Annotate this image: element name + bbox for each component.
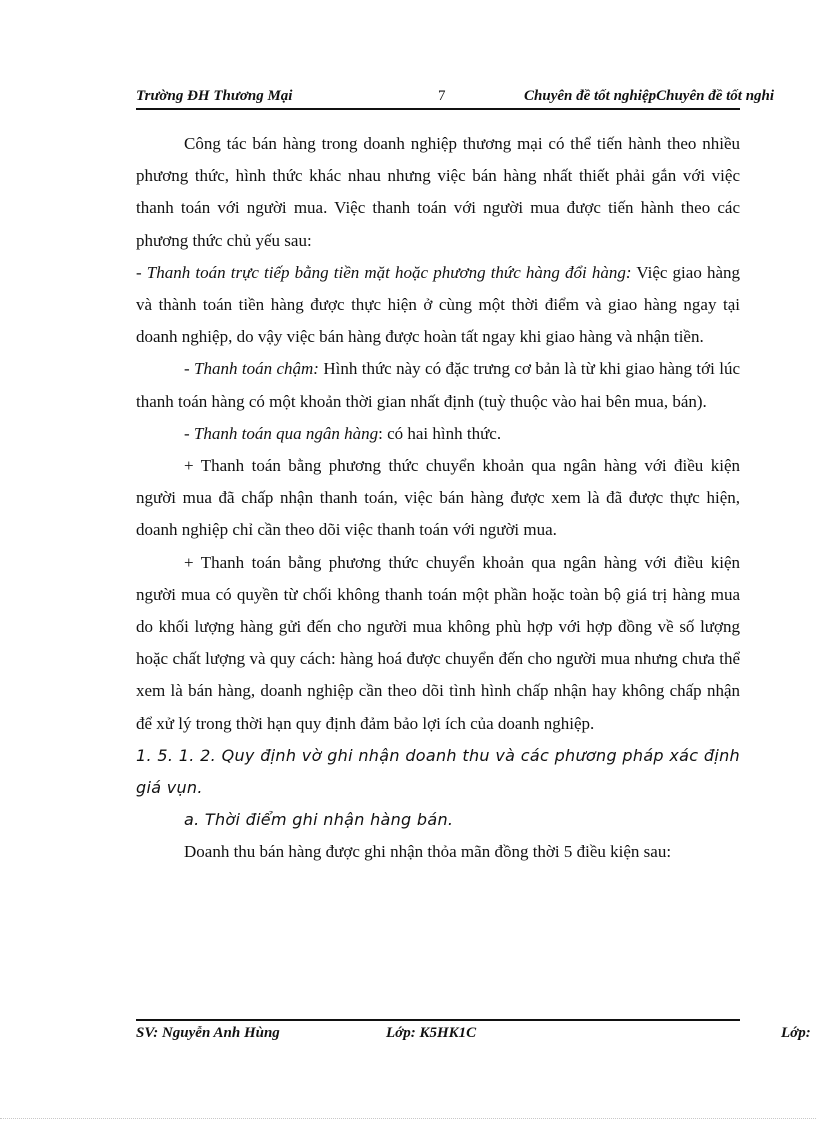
page-break-line (0, 1118, 816, 1119)
footer-rule (136, 1019, 740, 1021)
paragraph-revenue-conditions: Doanh thu bán hàng được ghi nhận thỏa mãn đồng thời 5 điều kiện sau: (184, 842, 672, 862)
page-header (136, 88, 816, 110)
footer-class-repeat: Lớp: (781, 1025, 811, 1041)
footer-class: Lớp: K5HK1C (386, 1025, 477, 1041)
direct-payment-text: Việc giao hàng và thành toán tiền hàng được thực hiện ở cùng một thời điểm và giao hàng ngay tại doanh nghiệp, do vậy việc bán hàng được hoàn tất ngay khi giao hàng và nhận tiền. (136, 262, 741, 347)
header-rule (136, 108, 740, 110)
paragraph-intro: Công tác bán hàng trong doanh nghiệp thương mại có thể tiến hành theo nhiều phương thức, hình thức khác nhau nhưng việc bán hàng nhất thiết phải gắn với việc thanh toán với người mua. Việc thanh toán với người mua được tiến hành theo các phương thức chủ yếu sau: (136, 134, 740, 250)
paragraph-deferred-payment (136, 353, 740, 417)
header-page-number: 7 (438, 88, 446, 104)
bank-payment-text: : có hai hình thức. (378, 423, 502, 443)
deferred-payment-label: - Thanh toán chậm: (184, 359, 319, 379)
subsection-heading: a. Thời điểm ghi nhận hàng bán. (184, 810, 454, 830)
page-footer (136, 1025, 816, 1047)
paragraph-direct-payment (136, 257, 740, 354)
section-heading: 1. 5. 1. 2. Quy định vờ ghi nhận doanh thu và các phương pháp xác định giá vụn. (136, 745, 740, 798)
document-body (136, 128, 740, 869)
header-doc-title: Chuyên đề tốt nghiệpChuyên đề tốt nghi (524, 88, 775, 104)
paragraph-bank-transfer-refusable: + Thanh toán bằng phương thức chuyển khoản qua ngân hàng với điều kiện người mua có quyền từ chối không thanh toán một phần hoặc toàn bộ giá trị hàng mua do khối lượng hàng gửi đến cho người mua không phù hợp với hợp đồng về số lượng hoặc chất lượng và quy cách: hàng hoá được chuyển đến cho người mua nhưng chưa thể xem là bán hàng, doanh nghiệp cần theo dõi tình hình chấp nhận hay không chấp nhận để xử lý trong thời hạn quy định đảm bảo lợi ích của doanh nghiệp. (136, 552, 740, 733)
direct-payment-label: - Thanh toán trực tiếp bằng tiền mặt hoặc phương thức hàng đổi hàng: (136, 262, 632, 282)
paragraph-bank-transfer-accepted: + Thanh toán bằng phương thức chuyển khoản qua ngân hàng với điều kiện người mua đã chấp nhận thanh toán, việc bán hàng được xem là đã được thực hiện, doanh nghiệp chỉ cần theo dõi việc thanh toán với người mua. (136, 456, 740, 540)
header-school: Trường ĐH Thương Mại (136, 88, 293, 104)
deferred-payment-text: Hình thức này có đặc trưng cơ bản là từ khi giao hàng tới lúc thanh toán hàng có một khoản thời gian nhất định (tuỳ thuộc vào hai bên mua, bán). (136, 359, 740, 411)
footer-student: SV: Nguyễn Anh Hùng (136, 1025, 280, 1041)
bank-payment-label: - Thanh toán qua ngân hàng (184, 423, 379, 443)
paragraph-bank-payment (136, 418, 740, 450)
